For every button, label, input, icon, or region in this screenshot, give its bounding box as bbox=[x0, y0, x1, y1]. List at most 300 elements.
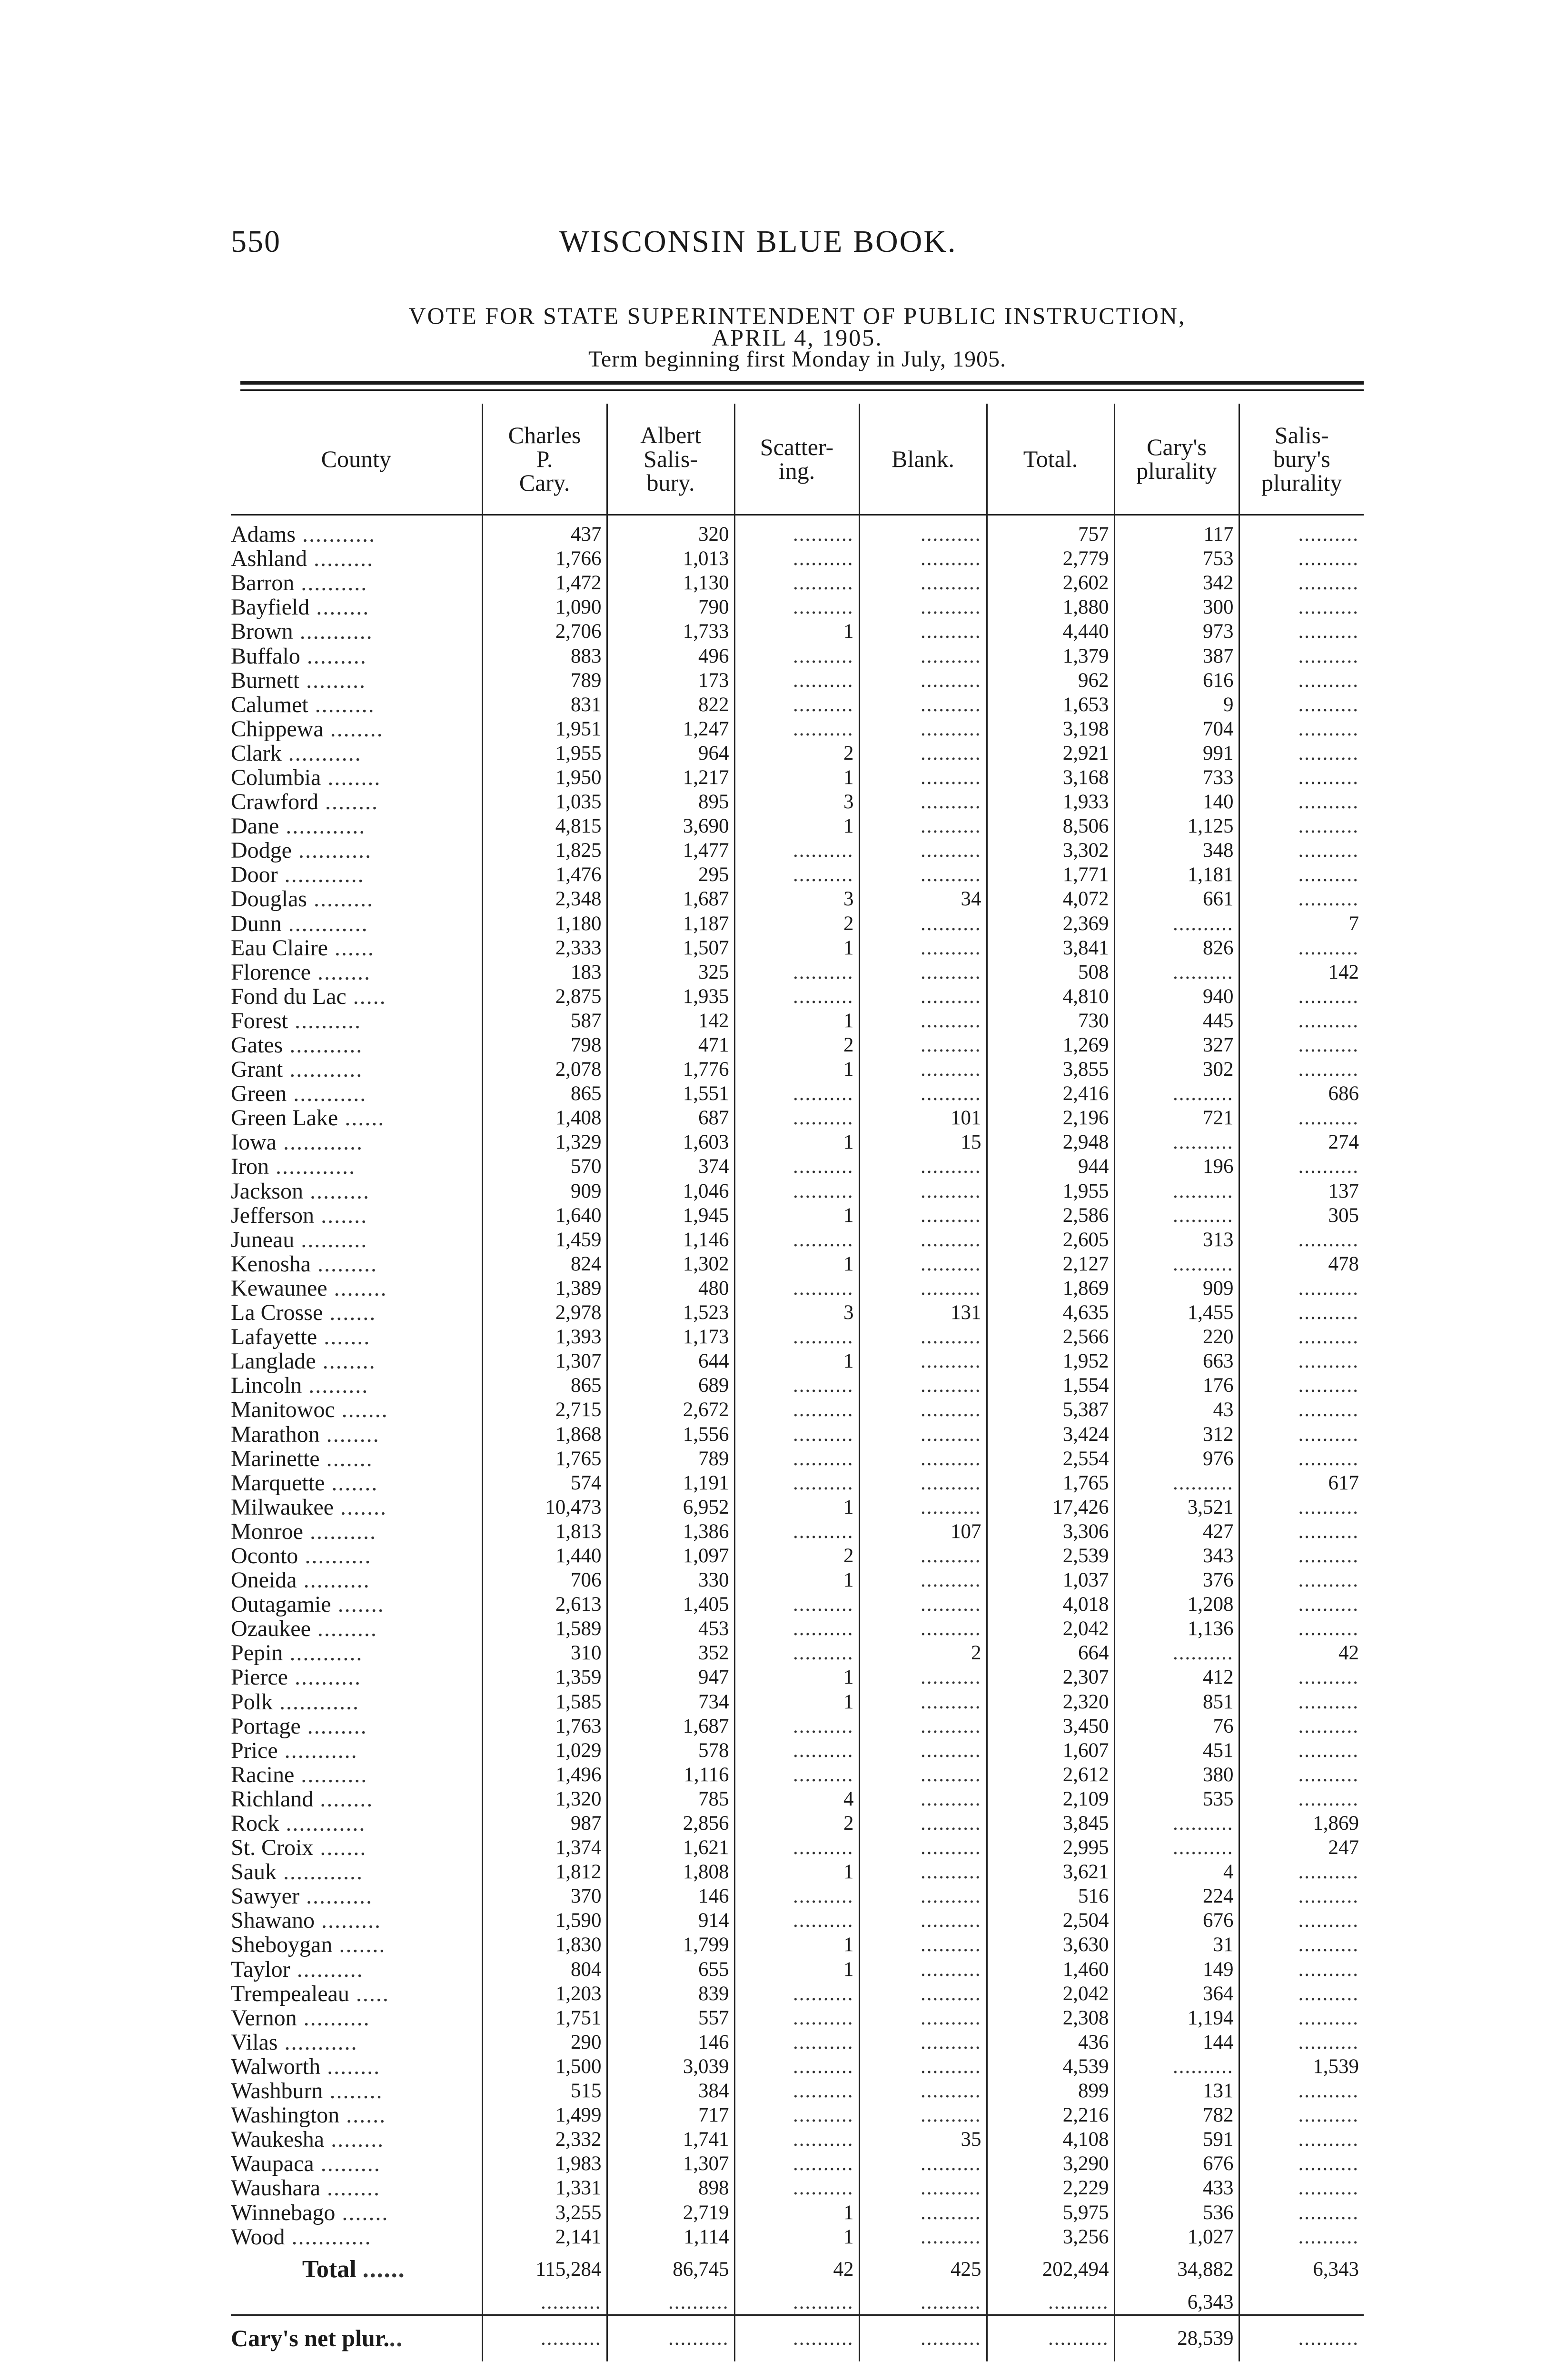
table-row bbox=[231, 1130, 1364, 1154]
cell-scattering: 1 bbox=[734, 2200, 859, 2224]
county-name: Clark bbox=[231, 741, 282, 765]
cell-scattering: .......... bbox=[734, 1884, 859, 1908]
less-salisbury-dots: .......... bbox=[607, 2290, 734, 2315]
cell-total: 757 bbox=[987, 515, 1114, 547]
cell-blank: .......... bbox=[859, 619, 987, 644]
cell-blank: .......... bbox=[859, 1276, 987, 1300]
cell-cary-plurality: 380 bbox=[1114, 1763, 1239, 1787]
cell-salisbury-plurality: .......... bbox=[1239, 1982, 1364, 2006]
total-row bbox=[231, 2249, 1364, 2290]
county-name: Langlade bbox=[231, 1349, 316, 1374]
cell-cary-plurality: 1,027 bbox=[1114, 2225, 1239, 2249]
cell-cary-plurality: 117 bbox=[1114, 515, 1239, 547]
cell-county: Ashland ......... bbox=[231, 546, 374, 571]
cell-total: 2,369 bbox=[987, 912, 1114, 936]
cell-total: 3,306 bbox=[987, 1519, 1114, 1544]
cell-blank: .......... bbox=[859, 1349, 987, 1373]
county-name: Portage bbox=[231, 1714, 301, 1738]
county-name: Winnebago bbox=[231, 2200, 336, 2225]
cell-county: Polk ............ bbox=[231, 1689, 360, 1714]
cell-salisbury-plurality: .......... bbox=[1239, 595, 1364, 619]
cell-blank: .......... bbox=[859, 2054, 987, 2079]
cell-blank: .......... bbox=[859, 1398, 987, 1422]
cell-scattering: 2 bbox=[734, 1033, 859, 1057]
header-scattering-line2: ing. bbox=[778, 457, 815, 484]
cell-salisbury: 1,307 bbox=[607, 2152, 734, 2176]
cell-total: 4,018 bbox=[987, 1592, 1114, 1616]
cell-cary: 1,459 bbox=[482, 1228, 607, 1252]
cell-blank: .......... bbox=[859, 1787, 987, 1811]
cell-cary-plurality: 427 bbox=[1114, 1519, 1239, 1544]
cell-scattering: 1 bbox=[734, 619, 859, 644]
cell-total: 5,387 bbox=[987, 1398, 1114, 1422]
table-row bbox=[231, 790, 1364, 814]
cell-salisbury-plurality: .......... bbox=[1239, 1738, 1364, 1763]
cell-total: 3,198 bbox=[987, 717, 1114, 741]
table-row bbox=[231, 1276, 1364, 1300]
net-label-text: Cary's net plur. bbox=[231, 2325, 389, 2352]
cell-county: Door ............ bbox=[231, 863, 365, 887]
county-name: Wood bbox=[231, 2224, 285, 2249]
cell-county: Outagamie ....... bbox=[231, 1592, 385, 1617]
header-salisbury-plurality bbox=[1239, 404, 1364, 515]
cell-salisbury: 717 bbox=[607, 2103, 734, 2127]
cell-scattering: .......... bbox=[734, 1714, 859, 1738]
cell-scattering: .......... bbox=[734, 546, 859, 571]
cell-cary-plurality: 376 bbox=[1114, 1568, 1239, 1592]
county-name: Waushara bbox=[231, 2176, 321, 2201]
cell-cary: 1,500 bbox=[482, 2054, 607, 2079]
cell-blank: .......... bbox=[859, 838, 987, 863]
cell-cary: 2,978 bbox=[482, 1300, 607, 1325]
county-name: Ashland bbox=[231, 546, 307, 571]
cell-scattering: 1 bbox=[734, 1252, 859, 1276]
cell-salisbury: 1,477 bbox=[607, 838, 734, 863]
cell-scattering: .......... bbox=[734, 1276, 859, 1300]
cell-scattering: 2 bbox=[734, 741, 859, 765]
cell-cary-plurality: 433 bbox=[1114, 2176, 1239, 2200]
cell-cary-plurality: .......... bbox=[1114, 960, 1239, 984]
cell-county: St. Croix ....... bbox=[231, 1835, 367, 1860]
cell-county: Florence ........ bbox=[231, 960, 371, 984]
cell-salisbury-plurality: .......... bbox=[1239, 2152, 1364, 2176]
cell-cary-plurality: 535 bbox=[1114, 1787, 1239, 1811]
cell-scattering: 1 bbox=[734, 1933, 859, 1957]
cell-total: 899 bbox=[987, 2079, 1114, 2103]
cell-blank: .......... bbox=[859, 1908, 987, 1933]
net-cary-dots: .......... bbox=[482, 2315, 607, 2361]
cell-county: Vilas ........... bbox=[231, 2030, 358, 2054]
cell-cary-plurality: 851 bbox=[1114, 1690, 1239, 1714]
cell-cary-plurality: 782 bbox=[1114, 2103, 1239, 2127]
cell-county: Milwaukee ....... bbox=[231, 1495, 387, 1519]
cell-county: Oneida .......... bbox=[231, 1568, 370, 1593]
cell-cary-plurality: 43 bbox=[1114, 1398, 1239, 1422]
table-row bbox=[231, 1398, 1364, 1422]
cell-salisbury-plurality: .......... bbox=[1239, 741, 1364, 765]
cell-scattering: .......... bbox=[734, 863, 859, 887]
table-row bbox=[231, 2225, 1364, 2249]
cell-scattering: 1 bbox=[734, 1957, 859, 1982]
cell-scattering: 2 bbox=[734, 1544, 859, 1568]
table-row bbox=[231, 1982, 1364, 2006]
cell-cary: 1,983 bbox=[482, 2152, 607, 2176]
cell-cary-plurality: 445 bbox=[1114, 1009, 1239, 1033]
cell-salisbury: 320 bbox=[607, 515, 734, 547]
cell-county: Kewaunee ........ bbox=[231, 1276, 387, 1300]
cell-scattering: 1 bbox=[734, 1349, 859, 1373]
cell-cary-plurality: 31 bbox=[1114, 1933, 1239, 1957]
cell-total: 1,554 bbox=[987, 1373, 1114, 1398]
cell-county: Price ........... bbox=[231, 1738, 358, 1763]
cell-salisbury: 330 bbox=[607, 1568, 734, 1592]
cell-county: Waukesha ........ bbox=[231, 2127, 385, 2152]
cell-salisbury: 1,114 bbox=[607, 2225, 734, 2249]
county-name: Vilas bbox=[231, 2030, 278, 2054]
cell-scattering: .......... bbox=[734, 1325, 859, 1349]
cell-blank: .......... bbox=[859, 1422, 987, 1446]
cell-salisbury: 689 bbox=[607, 1373, 734, 1398]
county-name: Grant bbox=[231, 1057, 283, 1082]
table-title-date: APRIL 4, 1905. bbox=[712, 324, 883, 351]
header-blank-label: Blank. bbox=[892, 446, 954, 472]
county-name: Door bbox=[231, 863, 278, 887]
cell-scattering: .......... bbox=[734, 717, 859, 741]
header-cary-line3: Cary. bbox=[519, 469, 570, 496]
table-row bbox=[231, 1616, 1364, 1641]
table-row bbox=[231, 693, 1364, 717]
table-row bbox=[231, 1811, 1364, 1835]
cell-county: Brown ........... bbox=[231, 619, 373, 644]
cell-salisbury-plurality: .......... bbox=[1239, 2225, 1364, 2249]
cell-blank: .......... bbox=[859, 1568, 987, 1592]
county-name: Bayfield bbox=[231, 595, 310, 620]
book-title: WISCONSIN BLUE BOOK. bbox=[559, 224, 957, 259]
cell-total: 2,566 bbox=[987, 1325, 1114, 1349]
table-row bbox=[231, 595, 1364, 619]
cell-salisbury: 785 bbox=[607, 1787, 734, 1811]
cell-salisbury: 295 bbox=[607, 863, 734, 887]
cell-blank: .......... bbox=[859, 1835, 987, 1860]
cell-county: Green Lake ...... bbox=[231, 1106, 385, 1130]
cell-scattering: 1 bbox=[734, 814, 859, 838]
cell-total: 2,921 bbox=[987, 741, 1114, 765]
cell-cary: 515 bbox=[482, 2079, 607, 2103]
cell-cary-plurality: 909 bbox=[1114, 1276, 1239, 1300]
cell-total: 2,127 bbox=[987, 1252, 1114, 1276]
cell-cary: 1,393 bbox=[482, 1325, 607, 1349]
cell-salisbury-plurality: 274 bbox=[1239, 1130, 1364, 1154]
header-cary-plurality-line1: Cary's bbox=[1147, 434, 1207, 460]
county-name: Shawano bbox=[231, 1908, 315, 1933]
cell-total: 4,810 bbox=[987, 984, 1114, 1009]
cell-scattering: 1 bbox=[734, 1860, 859, 1884]
page-header bbox=[231, 224, 1373, 271]
cell-total: 2,307 bbox=[987, 1665, 1114, 1689]
cell-salisbury-plurality: 478 bbox=[1239, 1252, 1364, 1276]
cell-county: Chippewa ........ bbox=[231, 716, 384, 741]
cell-cary-plurality: 663 bbox=[1114, 1349, 1239, 1373]
cell-blank: .......... bbox=[859, 1495, 987, 1519]
cell-scattering: .......... bbox=[734, 1447, 859, 1471]
cell-blank: .......... bbox=[859, 790, 987, 814]
cell-total: 2,602 bbox=[987, 571, 1114, 595]
cell-blank: .......... bbox=[859, 765, 987, 790]
cell-scattering: .......... bbox=[734, 1398, 859, 1422]
table-row bbox=[231, 1665, 1364, 1689]
cell-cary: 570 bbox=[482, 1154, 607, 1179]
county-name: Sawyer bbox=[231, 1884, 299, 1909]
cell-salisbury-plurality: .......... bbox=[1239, 1057, 1364, 1081]
cell-blank: .......... bbox=[859, 1447, 987, 1471]
cell-cary: 1,590 bbox=[482, 1908, 607, 1933]
cell-blank: .......... bbox=[859, 515, 987, 547]
cell-cary: 1,868 bbox=[482, 1422, 607, 1446]
cell-blank: 101 bbox=[859, 1106, 987, 1130]
less-row bbox=[231, 2290, 1364, 2315]
cell-county: Calumet ......... bbox=[231, 692, 375, 717]
less-salisbury-plurality bbox=[1239, 2290, 1364, 2315]
cell-salisbury-plurality: .......... bbox=[1239, 1276, 1364, 1300]
cell-cary-plurality: 3,521 bbox=[1114, 1495, 1239, 1519]
cell-county: Langlade ........ bbox=[231, 1349, 376, 1374]
cell-blank: .......... bbox=[859, 1665, 987, 1689]
county-name: Dunn bbox=[231, 911, 282, 936]
cell-salisbury-plurality: .......... bbox=[1239, 1933, 1364, 1957]
cell-scattering: .......... bbox=[734, 1228, 859, 1252]
county-name: Jefferson bbox=[231, 1203, 315, 1228]
cell-salisbury-plurality: .......... bbox=[1239, 887, 1364, 911]
cell-cary-plurality: 144 bbox=[1114, 2030, 1239, 2054]
table-row bbox=[231, 1641, 1364, 1665]
cell-total: 962 bbox=[987, 668, 1114, 693]
county-name: Forest bbox=[231, 1008, 288, 1033]
cell-cary: 2,706 bbox=[482, 619, 607, 644]
cell-cary-plurality: .......... bbox=[1114, 1203, 1239, 1228]
cell-blank: .......... bbox=[859, 960, 987, 984]
cell-cary-plurality: 536 bbox=[1114, 2200, 1239, 2224]
net-blank-dots: .......... bbox=[859, 2315, 987, 2361]
cell-cary: 290 bbox=[482, 2030, 607, 2054]
header-salisbury-plurality-line3: plurality bbox=[1261, 469, 1342, 496]
cell-salisbury: 789 bbox=[607, 1447, 734, 1471]
cell-total: 3,845 bbox=[987, 1811, 1114, 1835]
county-name: Lafayette bbox=[231, 1325, 317, 1349]
cell-scattering: .......... bbox=[734, 1738, 859, 1763]
cell-blank: .......... bbox=[859, 1738, 987, 1763]
cell-scattering: .......... bbox=[734, 644, 859, 668]
cell-scattering: .......... bbox=[734, 2176, 859, 2200]
cell-blank: .......... bbox=[859, 717, 987, 741]
cell-total: 1,379 bbox=[987, 644, 1114, 668]
cell-county: Vernon .......... bbox=[231, 2005, 370, 2030]
county-name: Sauk bbox=[231, 1860, 277, 1884]
cell-cary: 3,255 bbox=[482, 2200, 607, 2224]
cell-blank: .......... bbox=[859, 936, 987, 960]
cell-scattering: .......... bbox=[734, 984, 859, 1009]
county-name: Juneau bbox=[231, 1227, 295, 1252]
cell-cary-plurality: 4 bbox=[1114, 1860, 1239, 1884]
county-name: Washburn bbox=[231, 2079, 323, 2103]
cell-salisbury-plurality: .......... bbox=[1239, 1665, 1364, 1689]
cell-salisbury-plurality: .......... bbox=[1239, 1763, 1364, 1787]
cell-county: Sheboygan ....... bbox=[231, 1933, 386, 1957]
cell-scattering: .......... bbox=[734, 1179, 859, 1203]
cell-county: La Crosse ....... bbox=[231, 1300, 377, 1325]
cell-county: Lincoln ......... bbox=[231, 1373, 369, 1398]
cell-blank: .......... bbox=[859, 2079, 987, 2103]
cell-cary: 2,613 bbox=[482, 1592, 607, 1616]
cell-scattering: .......... bbox=[734, 1616, 859, 1641]
cell-salisbury: 2,719 bbox=[607, 2200, 734, 2224]
county-name: Iron bbox=[231, 1154, 269, 1179]
cell-blank: .......... bbox=[859, 546, 987, 571]
cell-cary: 2,348 bbox=[482, 887, 607, 911]
cell-cary: 1,329 bbox=[482, 1130, 607, 1154]
county-name: Oconto bbox=[231, 1543, 298, 1568]
cell-total: 4,635 bbox=[987, 1300, 1114, 1325]
table-row bbox=[231, 1787, 1364, 1811]
cell-blank: .......... bbox=[859, 1252, 987, 1276]
county-name: Marquette bbox=[231, 1470, 325, 1495]
cell-cary-plurality: 1,194 bbox=[1114, 2006, 1239, 2030]
cell-cary-plurality: 220 bbox=[1114, 1325, 1239, 1349]
cell-cary-plurality: 1,455 bbox=[1114, 1300, 1239, 1325]
cell-scattering: .......... bbox=[734, 2030, 859, 2054]
cell-salisbury: 914 bbox=[607, 1908, 734, 1933]
county-name: Burnett bbox=[231, 668, 299, 693]
cell-cary: 574 bbox=[482, 1471, 607, 1495]
cell-salisbury: 1,808 bbox=[607, 1860, 734, 1884]
table-row bbox=[231, 1519, 1364, 1544]
table-row bbox=[231, 2127, 1364, 2152]
county-name: Fond du Lac bbox=[231, 984, 347, 1009]
cell-salisbury: 895 bbox=[607, 790, 734, 814]
header-total-label: Total. bbox=[1023, 446, 1078, 472]
county-name: Gates bbox=[231, 1032, 283, 1058]
header-scattering-line1: Scatter- bbox=[760, 434, 834, 460]
cell-total: 2,995 bbox=[987, 1835, 1114, 1860]
cell-cary-plurality: 312 bbox=[1114, 1422, 1239, 1446]
cell-county: Clark ........... bbox=[231, 741, 362, 765]
cell-blank: .......... bbox=[859, 1544, 987, 1568]
table-row bbox=[231, 1568, 1364, 1592]
cell-county: Forest .......... bbox=[231, 1008, 361, 1033]
county-name: Dodge bbox=[231, 838, 292, 863]
cell-county: Pepin ........... bbox=[231, 1641, 363, 1666]
cell-scattering: .......... bbox=[734, 2006, 859, 2030]
cell-cary: 1,763 bbox=[482, 1714, 607, 1738]
cell-cary-plurality: 131 bbox=[1114, 2079, 1239, 2103]
vote-table bbox=[231, 404, 1364, 2361]
less-cary-dots: .......... bbox=[482, 2290, 607, 2315]
county-name: Racine bbox=[231, 1762, 295, 1787]
cell-cary-plurality: 76 bbox=[1114, 1714, 1239, 1738]
cell-total: 1,460 bbox=[987, 1957, 1114, 1982]
county-name: Polk bbox=[231, 1689, 273, 1714]
cell-salisbury: 1,687 bbox=[607, 887, 734, 911]
cell-blank: 34 bbox=[859, 887, 987, 911]
cell-salisbury-plurality: 1,539 bbox=[1239, 2054, 1364, 2079]
cell-salisbury-plurality: .......... bbox=[1239, 1373, 1364, 1398]
cell-total: 1,955 bbox=[987, 1179, 1114, 1203]
cell-salisbury-plurality: .......... bbox=[1239, 1447, 1364, 1471]
cell-salisbury-plurality: 7 bbox=[1239, 912, 1364, 936]
cell-total: 3,621 bbox=[987, 1860, 1114, 1884]
county-name: La Crosse bbox=[231, 1300, 323, 1325]
county-name: Ozaukee bbox=[231, 1616, 311, 1641]
county-name: Eau Claire bbox=[231, 935, 328, 960]
table-row bbox=[231, 619, 1364, 644]
county-name: Green bbox=[231, 1081, 287, 1106]
cell-cary-plurality: 591 bbox=[1114, 2127, 1239, 2152]
cell-total: 3,168 bbox=[987, 765, 1114, 790]
cell-total: 1,269 bbox=[987, 1033, 1114, 1057]
cell-cary-plurality: .......... bbox=[1114, 1641, 1239, 1665]
cell-cary: 1,951 bbox=[482, 717, 607, 741]
cell-cary: 310 bbox=[482, 1641, 607, 1665]
cell-county: Dane ............ bbox=[231, 814, 366, 839]
cell-cary-plurality: 1,181 bbox=[1114, 863, 1239, 887]
header-salisbury-line1: Albert bbox=[640, 422, 701, 448]
cell-salisbury: 496 bbox=[607, 644, 734, 668]
cell-salisbury-plurality: .......... bbox=[1239, 546, 1364, 571]
cell-cary: 1,331 bbox=[482, 2176, 607, 2200]
cell-cary: 1,496 bbox=[482, 1763, 607, 1787]
cell-salisbury-plurality: .......... bbox=[1239, 1519, 1364, 1544]
cell-cary: 587 bbox=[482, 1009, 607, 1033]
county-name: Lincoln bbox=[231, 1373, 302, 1398]
cell-blank: 2 bbox=[859, 1641, 987, 1665]
table-row bbox=[231, 668, 1364, 693]
county-name: Walworth bbox=[231, 2054, 321, 2079]
cell-blank: .......... bbox=[859, 863, 987, 887]
cell-blank: .......... bbox=[859, 1957, 987, 1982]
table-row bbox=[231, 1835, 1364, 1860]
cell-blank: .......... bbox=[859, 1009, 987, 1033]
cell-cary-plurality: 753 bbox=[1114, 546, 1239, 571]
cell-cary-plurality: .......... bbox=[1114, 2054, 1239, 2079]
cell-salisbury-plurality: .......... bbox=[1239, 2006, 1364, 2030]
cell-cary-plurality: 661 bbox=[1114, 887, 1239, 911]
cell-cary: 1,585 bbox=[482, 1690, 607, 1714]
cell-salisbury: 453 bbox=[607, 1616, 734, 1641]
cell-cary-plurality: 412 bbox=[1114, 1665, 1239, 1689]
cell-cary-plurality: 149 bbox=[1114, 1957, 1239, 1982]
cell-scattering: 1 bbox=[734, 2225, 859, 2249]
county-rows bbox=[231, 515, 1364, 2249]
cell-total: 5,975 bbox=[987, 2200, 1114, 2224]
cell-cary: 789 bbox=[482, 668, 607, 693]
table-row bbox=[231, 1033, 1364, 1057]
county-name: Calumet bbox=[231, 692, 308, 717]
county-name: St. Croix bbox=[231, 1835, 314, 1860]
cell-salisbury: 687 bbox=[607, 1106, 734, 1130]
total-scattering: 42 bbox=[734, 2249, 859, 2290]
cell-cary: 2,141 bbox=[482, 2225, 607, 2249]
cell-salisbury: 1,146 bbox=[607, 1228, 734, 1252]
cell-county: Taylor .......... bbox=[231, 1957, 364, 1982]
cell-salisbury: 947 bbox=[607, 1665, 734, 1689]
header-salisbury-line3: bury. bbox=[646, 469, 695, 496]
net-value: 28,539 bbox=[1114, 2315, 1239, 2361]
cell-total: 436 bbox=[987, 2030, 1114, 2054]
table-row bbox=[231, 814, 1364, 838]
header-cary bbox=[482, 404, 607, 515]
county-name: Douglas bbox=[231, 887, 307, 912]
county-name: Richland bbox=[231, 1786, 314, 1811]
table-row bbox=[231, 2103, 1364, 2127]
